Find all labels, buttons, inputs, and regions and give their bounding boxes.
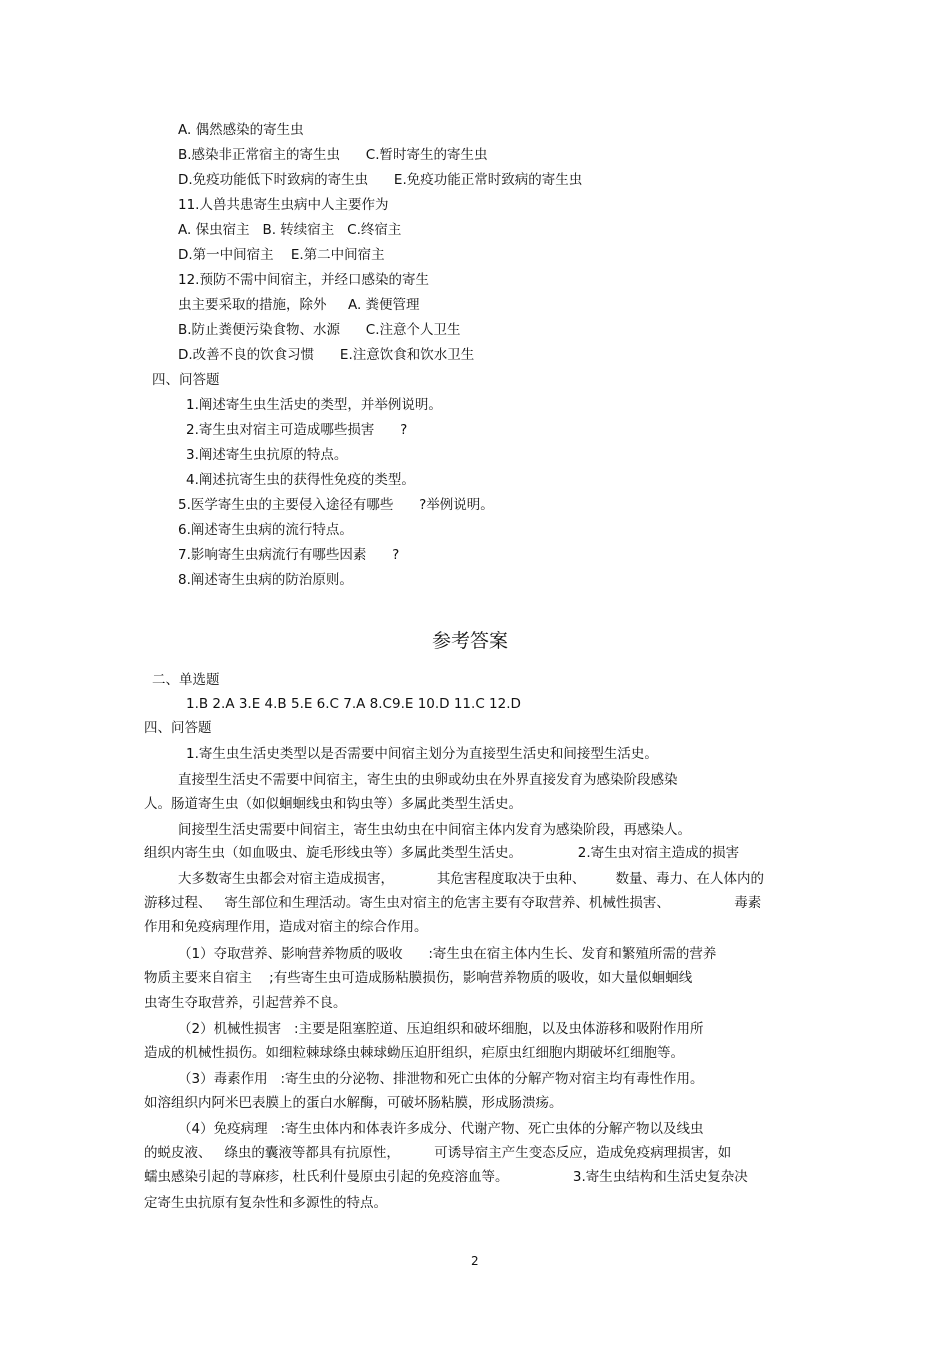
answer-paragraph: 人。肠道寄生虫（如似蛔蛔线虫和钩虫等）多属此类型生活史。	[144, 796, 522, 812]
essay-question: 2.寄生虫对宿主可造成哪些损害 ?	[186, 422, 408, 438]
section-heading: 二、单选题	[152, 672, 220, 688]
essay-question: 4.阐述抗寄生虫的获得性免疫的类型。	[186, 472, 415, 488]
answer-paragraph: 的蜕皮液、 绦虫的囊液等都具有抗原性， 可诱导宿主产生变态反应，造成免疫病理损害，如	[144, 1145, 732, 1161]
answer-paragraph: 游移过程、 寄生部位和生理活动。寄生虫对宿主的危害主要有夺取营养、机械性损害、 毒素	[144, 895, 762, 911]
answer-paragraph: 间接型生活史需要中间宿主，寄生虫幼虫在中间宿主体内发育为感染阶段，再感染人。	[178, 822, 691, 838]
answer-paragraph: 作用和免疫病理作用，造成对宿主的综合作用。	[144, 919, 428, 935]
answer-paragraph: （1）夺取营养、影响营养物质的吸收 :寄生虫在宿主体内生长、发育和繁殖所需的营养	[178, 946, 717, 962]
option-line: D.改善不良的饮食习惯 E.注意饮食和饮水卫生	[178, 347, 475, 363]
essay-question: 6.阐述寄生虫病的流行特点。	[178, 522, 353, 538]
essay-question: 5.医学寄生虫的主要侵入途径有哪些 ?举例说明。	[178, 497, 494, 513]
answer-paragraph: 组织内寄生虫（如血吸虫、旋毛形线虫等）多属此类型生活史。 2.寄生虫对宿主造成的损害	[144, 845, 740, 861]
answer-paragraph: 1.寄生虫生活史类型以是否需要中间宿主划分为直接型生活史和间接型生活史。	[186, 746, 658, 762]
answer-paragraph: 定寄生虫抗原有复杂性和多源性的特点。	[144, 1195, 387, 1211]
answer-paragraph: 蠕虫感染引起的荨麻疹，杜氏利什曼原虫引起的免疫溶血等。 3.寄生虫结构和生活史复杂决	[144, 1169, 748, 1185]
option-line: D.免疫功能低下时致病的寄生虫 E.免疫功能正常时致病的寄生虫	[178, 172, 583, 188]
question-12: 12.预防不需中间宿主，并经口感染的寄生	[178, 272, 429, 288]
answer-paragraph: 物质主要来自宿主 ;有些寄生虫可造成肠粘膜损伤，影响营养物质的吸收，如大量似蛔蛔线	[144, 970, 693, 986]
answers-title: 参考答案	[432, 630, 509, 652]
section-heading: 四、问答题	[152, 372, 220, 388]
answer-paragraph: 造成的机械性损伤。如细粒棘球绦虫棘球蚴压迫肝组织，疟原虫红细胞内期破坏红细胞等。	[144, 1045, 684, 1061]
answer-paragraph: （2）机械性损害 :主要是阻塞腔道、压迫组织和破坏细胞，以及虫体游移和吸附作用所	[178, 1021, 704, 1037]
essay-question: 7.影响寄生虫病流行有哪些因素 ?	[178, 547, 400, 563]
essay-question: 8.阐述寄生虫病的防治原则。	[178, 572, 353, 588]
option-line: D.第一中间宿主 E.第二中间宿主	[178, 247, 385, 263]
answer-paragraph: （4）免疫病理 :寄生虫体内和体表许多成分、代谢产物、死亡虫体的分解产物以及线虫	[178, 1121, 704, 1137]
answer-paragraph: 如溶组织内阿米巴表膜上的蛋白水解酶，可破坏肠粘膜，形成肠溃疡。	[144, 1095, 563, 1111]
section-heading: 四、问答题	[144, 720, 212, 736]
option-line: B.防止粪便污染食物、水源 C.注意个人卫生	[178, 322, 461, 338]
essay-question: 1.阐述寄生虫生活史的类型，并举例说明。	[186, 397, 442, 413]
essay-question: 3.阐述寄生虫抗原的特点。	[186, 447, 348, 463]
answer-paragraph: 直接型生活史不需要中间宿主，寄生虫的虫卵或幼虫在外界直接发育为感染阶段感染	[178, 772, 678, 788]
answer-paragraph: 大多数寄生虫都会对宿主造成损害， 其危害程度取决于虫种、 数量、毒力、在人体内的	[178, 871, 764, 887]
option-line: A. 偶然感染的寄生虫	[178, 122, 304, 138]
question-12-cont: 虫主要采取的措施，除外 A. 粪便管理	[178, 297, 420, 313]
option-line: B.感染非正常宿主的寄生虫 C.暂时寄生的寄生虫	[178, 147, 488, 163]
answer-paragraph: 虫寄生夺取营养，引起营养不良。	[144, 995, 347, 1011]
option-line: A. 保虫宿主 B. 转续宿主 C.终宿主	[178, 222, 402, 238]
answer-keys: 1.B 2.A 3.E 4.B 5.E 6.C 7.A 8.C9.E 10.D 11.C 12.D	[186, 696, 521, 712]
page-number: 2	[471, 1254, 479, 1268]
answer-paragraph: （3）毒素作用 :寄生虫的分泌物、排泄物和死亡虫体的分解产物对宿主均有毒性作用。	[178, 1071, 704, 1087]
question-11: 11.人兽共患寄生虫病中人主要作为	[178, 197, 389, 213]
